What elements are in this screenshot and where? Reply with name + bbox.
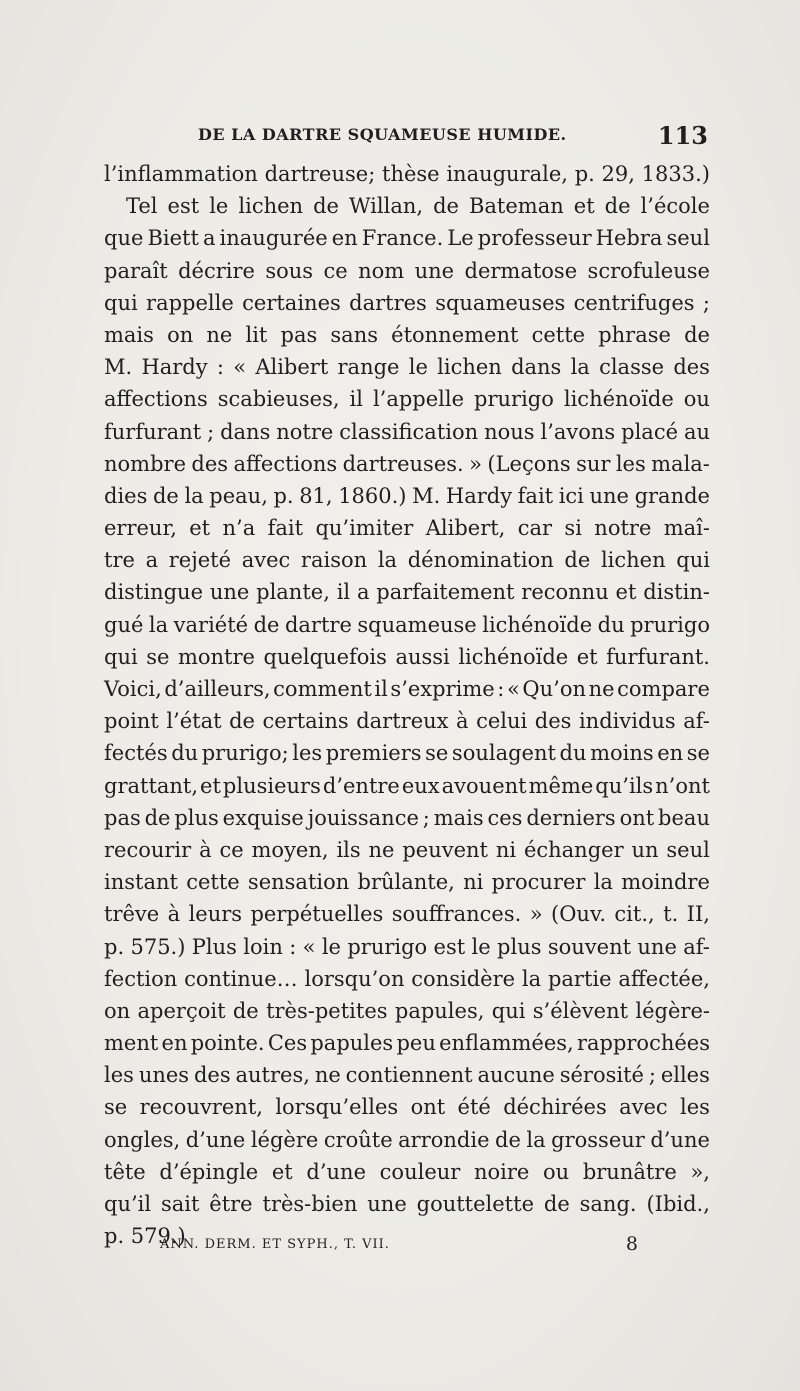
text-line: distingue une plante, il a parfaitement reconnu et distin- <box>104 580 710 605</box>
running-head: DE LA DARTRE SQUAMEUSE HUMIDE. <box>198 125 567 144</box>
text-line: ongles, d’une légère croûte arrondie de la grosseur d’une <box>104 1127 710 1152</box>
footer-signature-mark: 8 <box>625 1233 638 1255</box>
text-line: que Biett a inaugurée en France. Le professeur Hebra seul <box>104 226 710 251</box>
text-line: furfurant ; dans notre classification nous l’avons placé au <box>104 419 710 444</box>
text-line: ment en pointe. Ces papules peu enflammées, rapprochées <box>104 1031 710 1056</box>
text-line: M. Hardy : « Alibert range le lichen dans la classe des <box>104 355 710 380</box>
text-line: Voici, d’ailleurs, comment il s’exprime : « Qu’on ne compare <box>104 677 710 701</box>
page-header <box>198 121 708 151</box>
text-line: qui rappelle certaines dartres squameuses centrifuges ; <box>104 290 710 315</box>
text-line: tre a rejeté avec raison la dénomination de lichen qui <box>104 548 710 573</box>
text-line: nombre des affections dartreuses. » (Leçons sur les mala- <box>104 451 710 476</box>
text-line: dies de la peau, p. 81, 1860.) M. Hardy fait ici une grande <box>104 483 710 508</box>
page-footer <box>160 1235 638 1259</box>
body-text <box>104 158 710 1252</box>
text-line: instant cette sensation brûlante, ni procurer la moindre <box>104 870 710 895</box>
text-line: trêve à leurs perpétuelles souffrances. » (Ouv. cit., t. II, <box>104 902 710 927</box>
text-line: paraît décrire sous ce nom une dermatose scrofuleuse <box>104 258 710 283</box>
text-line: les unes des autres, ne contiennent aucune sérosité ; elles <box>104 1063 710 1088</box>
text-line: erreur, et n’a fait qu’imiter Alibert, car si notre maî- <box>104 516 710 541</box>
text-line: grattant, et plusieurs d’entre eux avouent même qu’ils n’ont <box>104 773 710 798</box>
text-line: fection continue… lorsqu’on considère la partie affectée, <box>104 966 710 991</box>
text-line: qu’il sait être très-bien une gouttelette de sang. (Ibid., <box>104 1192 710 1216</box>
text-line: point l’état de certains dartreux à celui des individus af- <box>104 709 710 734</box>
text-line: on aperçoit de très-petites papules, qui s’élèvent légère- <box>104 998 710 1023</box>
text-line: affections scabieuses, il l’appelle prurigo lichénoïde ou <box>104 387 710 412</box>
text-line: fectés du prurigo; les premiers se soulagent du moins en se <box>104 741 710 766</box>
text-line: tête d’épingle et d’une couleur noire ou brunâtre », <box>104 1159 710 1184</box>
page-number: 113 <box>657 121 708 150</box>
text-line: mais on ne lit pas sans étonnement cette phrase de <box>104 322 710 347</box>
text-line: p. 579.) <box>104 1224 186 1249</box>
text-line: p. 575.) Plus loin : « le prurigo est le plus souvent une af- <box>104 934 710 959</box>
text-line: qui se montre quelquefois aussi lichénoïde et furfurant. <box>104 644 710 669</box>
text-line: l’inflammation dartreuse; thèse inaugurale, p. 29, 1833.) <box>104 162 710 186</box>
text-line: recourir à ce moyen, ils ne peuvent ni échanger un seul <box>104 837 710 862</box>
text-line: gué la variété de dartre squameuse lichénoïde du prurigo <box>104 612 710 637</box>
footer-signature: ANN. DERM. ET SYPH., T. VII. <box>160 1237 390 1252</box>
text-line: Tel est le lichen de Willan, de Bateman et de l’école <box>126 194 710 219</box>
text-line: pas de plus exquise jouissance ; mais ces derniers ont beau <box>104 805 710 830</box>
text-line: se recouvrent, lorsqu’elles ont été déchirées avec les <box>104 1095 710 1120</box>
